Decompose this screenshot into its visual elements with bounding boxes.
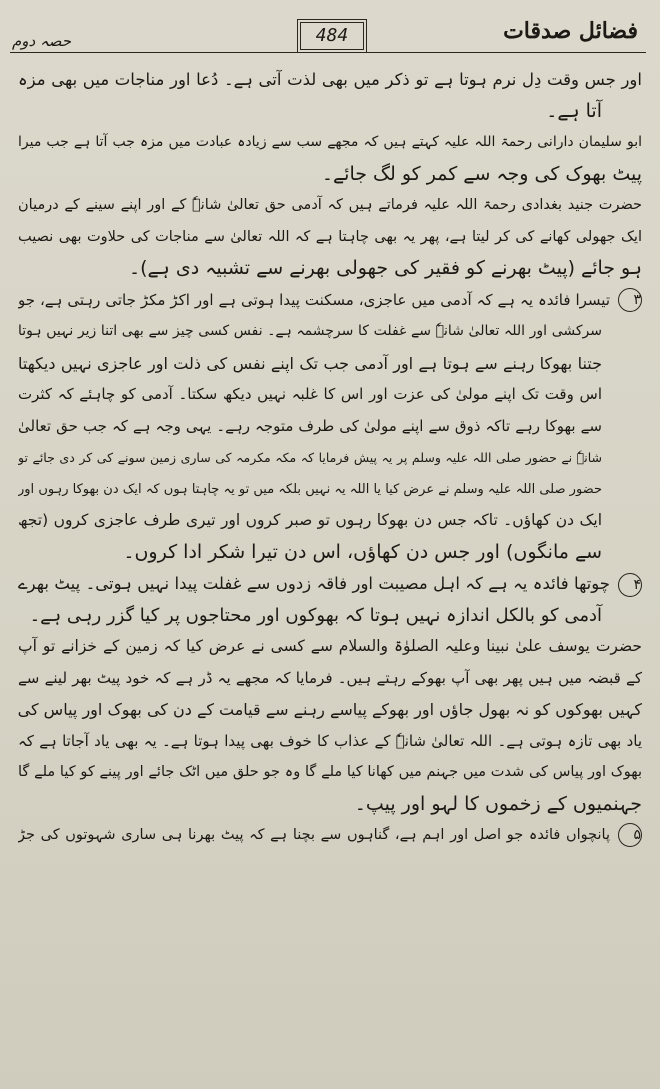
text-line — [18, 348, 642, 380]
text-line — [18, 96, 642, 128]
line-text: پیٹ بھوک کی وجہ سے کمر کو لگ جائے۔ — [321, 162, 642, 185]
line-text: سے بھوکا رہے تاکہ ذوق سے اپنے مولیٰ کی طرف متوجہ رہے۔ یہی وجہ ہے کہ جب حق تعالیٰ — [18, 416, 602, 435]
text-line — [18, 442, 642, 474]
text-line — [18, 568, 642, 600]
text-line — [18, 726, 642, 758]
text-line — [18, 253, 642, 285]
text-line — [18, 694, 642, 726]
line-text: اس وقت تک اپنے مولیٰ کی عزت اور اس کا غلبہ نہیں دیکھ سکتا۔ آدمی کو چاہئے کہ کثرت — [18, 385, 602, 403]
line-text: کے قبضہ میں ہیں پھر بھی آپ بھوکے رہتے ہیں۔ فرمایا کہ مجھے یہ ڈر ہے کہ خود پیٹ بھر لینے سے — [18, 668, 642, 687]
part-label: حصہ دوم — [12, 32, 72, 50]
text-line — [18, 127, 642, 159]
book-title: فضائل صدقات — [503, 18, 638, 44]
line-text: ایک جھولی کھانے کی کر لیتا ہے، پھر یہ بھی چاہتا ہے کہ اللہ تعالیٰ سے مناجات کی حلاوت بھی نصیب — [18, 228, 642, 245]
line-text: آدمی کو بالکل اندازہ نہیں ہوتا کہ بھوکوں اور محتاجوں پر کیا گزر رہی ہے۔ — [29, 604, 602, 626]
line-text: بھوک اور پیاس کی شدت میں جہنم میں کھانا کیا ملے گا وہ جو حلق میں اٹک جائے اور پینے کو کیا ملے گا — [18, 764, 642, 780]
text-line — [18, 379, 642, 411]
line-text: حضور صلی اللہ علیہ وسلم نے عرض کیا یا اللہ یہ نہیں بلکہ میں تو یہ چاہتا ہوں کہ ایک دن بھوکا رہوں اور — [18, 481, 602, 497]
line-text: جتنا بھوکا رہنے سے ہوتا ہے اور آدمی جب تک اپنے نفس کی ذلت اور عاجزی نہیں دیکھتا — [18, 353, 602, 373]
line-text: سے مانگوں) اور جس دن کھاؤں، اس دن تیرا شکر ادا کروں۔ — [123, 540, 602, 563]
line-text: ایک دن کھاؤں۔ تاکہ جس دن بھوکا رہوں تو صبر کروں اور تیری طرف عاجزی کروں (تجھ — [18, 511, 602, 529]
line-text: یاد بھی تازہ ہوتی ہے۔ اللہ تعالیٰ شانہٗ کے عذاب کا خوف بھی پیدا ہوتا ہے۔ یہ بھی یاد آجاتا ہے کہ — [18, 731, 642, 750]
point-number-badge: ۳ — [618, 288, 642, 312]
header-divider — [10, 52, 646, 53]
text-line — [18, 222, 642, 254]
line-text: کہیں بھوکوں کو نہ بھول جاؤں اور بھوکے پیاسے رہنے سے قیامت کے دن کی بھوک اور پیاس کی — [18, 700, 642, 719]
point-number-badge: ۴ — [618, 573, 642, 597]
line-text: ہو جائے (پیٹ بھرنے کو فقیر کی جھولی بھرنے سے تشبیہ دی ہے)۔ — [129, 257, 642, 279]
line-text: پانچواں فائدہ جو اصل اور اہم ہے، گناہوں سے بچنا ہے کہ پیٹ بھرنا ہی ساری شہوتوں کی جڑ — [18, 827, 610, 843]
line-text: ابو سلیمان دارانی رحمۃ اللہ علیہ کہتے ہیں کہ مجھے سب سے زیادہ عبادت میں مزہ جب آتا ہے جب میرا — [18, 134, 642, 150]
text-line — [18, 820, 642, 852]
line-text: حضرت یوسف علیٰ نبینا وعلیہ الصلوٰۃ والسلام سے کسی نے عرض کیا کہ زمین کے خزانے تو آپ — [18, 637, 642, 655]
text-line — [18, 505, 642, 537]
line-text: جہنمیوں کے زخموں کا لہو اور پیپ۔ — [354, 792, 642, 815]
text-line — [18, 159, 642, 191]
text-line — [18, 789, 642, 821]
line-text: شانہٗ نے حضور صلی اللہ علیہ وسلم پر یہ پیش فرمایا کہ مکہ مکرمہ کی ساری زمین سونے کی کر دی جائے تو — [18, 450, 602, 465]
page-header — [0, 6, 660, 50]
text-line — [18, 663, 642, 695]
text-line — [18, 411, 642, 443]
text-line — [18, 631, 642, 663]
page-number: 484 — [300, 22, 364, 50]
text-line — [18, 757, 642, 789]
text-line — [18, 190, 642, 222]
point-number-badge: ۵ — [618, 823, 642, 847]
text-line — [18, 64, 642, 96]
line-text: سرکشی اور اللہ تعالیٰ شانہٗ سے غفلت کا سرچشمہ ہے۔ نفس کسی چیز سے بھی اتنا زیر نہیں ہوتا — [18, 323, 602, 339]
text-line — [18, 285, 642, 317]
text-line — [18, 316, 642, 348]
line-text: حضرت جنید بغدادی رحمۃ اللہ علیہ فرماتے ہیں کہ آدمی حق تعالیٰ شانہٗ کے اور اپنے سینے کے درمیان — [18, 197, 642, 213]
text-line — [18, 537, 642, 569]
line-text: اور جس وقت دِل نرم ہوتا ہے تو ذکر میں بھی لذت آتی ہے۔ دُعا اور مناجات میں بھی مزہ — [18, 70, 642, 89]
page-body — [18, 64, 642, 852]
text-line — [18, 474, 642, 506]
line-text: آتا ہے۔ — [546, 99, 602, 122]
line-text: چوتھا فائدہ یہ ہے کہ اہل مصیبت اور فاقہ زدوں سے غفلت پیدا نہیں ہوتی۔ پیٹ بھرے — [18, 574, 610, 593]
line-text: تیسرا فائدہ یہ ہے کہ آدمی میں عاجزی، مسکنت پیدا ہوتی ہے اور اکڑ مکڑ جاتی رہتی ہے، جو — [18, 290, 610, 309]
text-line — [18, 600, 642, 632]
